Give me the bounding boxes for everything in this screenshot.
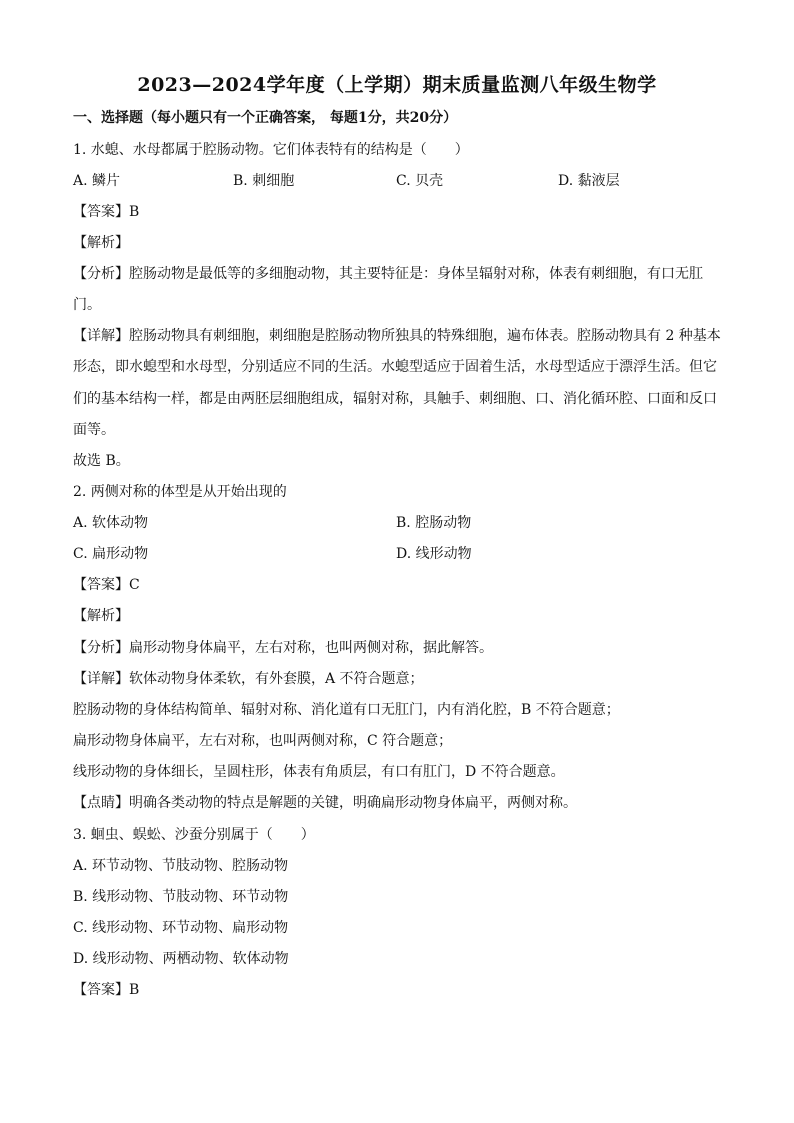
q1-analysis-line: 门。 bbox=[73, 297, 101, 313]
q2-option-c: C. 扁形动物 bbox=[73, 546, 149, 562]
q2-detail-line: 【详解】软体动物身体柔软，有外套膜，A 不符合题意； bbox=[73, 671, 424, 687]
q1-option-a: A. 鳞片 bbox=[73, 173, 121, 189]
q2-comment: 【点睛】明确各类动物的特点是解题的关键，明确扁形动物身体扁平，两侧对称。 bbox=[73, 795, 577, 811]
q1-answer: 【答案】B bbox=[73, 204, 140, 220]
q1-detail-line: 形态，即水螅型和水母型，分别适应不同的生活。水螅型适应于固着生活，水母型适应于漂浮生活。但它 bbox=[73, 359, 717, 375]
page-title: 2023—2024学年度（上学期）期末质量监测八年级生物学 bbox=[137, 74, 657, 96]
q2-detail-line: 扁形动物身体扁平，左右对称，也叫两侧对称，C 符合题意； bbox=[73, 733, 453, 749]
q3-option-b: B. 线形动物、节肢动物、环节动物 bbox=[73, 889, 289, 905]
q1-conclusion: 故选 B。 bbox=[73, 453, 130, 469]
q3-option-a: A. 环节动物、节肢动物、腔肠动物 bbox=[73, 858, 289, 874]
q1-detail-line: 面等。 bbox=[73, 422, 115, 438]
q1-analysis-title: 【解析】 bbox=[73, 235, 129, 251]
q2-option-d: D. 线形动物 bbox=[396, 546, 472, 562]
q1-detail-line: 们的基本结构一样，都是由两胚层细胞组成，辐射对称，具触手、刺细胞、口、消化循环腔、口面和反口 bbox=[73, 391, 717, 407]
q1-option-c: C. 贝壳 bbox=[396, 173, 444, 189]
q3-option-d: D. 线形动物、两栖动物、软体动物 bbox=[73, 951, 289, 967]
q2-detail-line: 腔肠动物的身体结构简单、辐射对称、消化道有口无肛门，内有消化腔，B 不符合题意； bbox=[73, 702, 620, 718]
q2-option-b: B. 腔肠动物 bbox=[396, 515, 472, 531]
q2-detail-line: 线形动物的身体细长，呈圆柱形，体表有角质层，有口有肛门，D 不符合题意。 bbox=[73, 764, 565, 780]
q2-analysis-line: 【分析】扁形动物身体扁平，左右对称，也叫两侧对称，据此解答。 bbox=[73, 640, 493, 656]
q3-answer: 【答案】B bbox=[73, 982, 140, 998]
section-heading: 一、选择题（每小题只有一个正确答案， 每题1分，共20分） bbox=[73, 110, 458, 126]
q1-analysis-line: 【分析】腔肠动物是最低等的多细胞动物，其主要特征是：身体呈辐射对称，体表有刺细胞，有口无肛 bbox=[73, 266, 703, 282]
q1-detail-line: 【详解】腔肠动物具有刺细胞，刺细胞是腔肠动物所独具的特殊细胞，遍布体表。腔肠动物具有 2 种基本 bbox=[73, 328, 721, 344]
question-2-stem: 2. 两侧对称的体型是从开始出现的 bbox=[73, 484, 287, 500]
q3-option-c: C. 线形动物、环节动物、扁形动物 bbox=[73, 920, 289, 936]
question-1-stem: 1. 水螅、水母都属于腔肠动物。它们体表特有的结构是（ ） bbox=[73, 142, 469, 158]
q2-answer: 【答案】C bbox=[73, 577, 140, 593]
question-3-stem: 3. 蛔虫、蜈蚣、沙蚕分别属于（ ） bbox=[73, 827, 315, 843]
q1-option-b: B. 刺细胞 bbox=[233, 173, 295, 189]
q2-option-a: A. 软体动物 bbox=[73, 515, 149, 531]
q1-option-d: D. 黏液层 bbox=[558, 173, 620, 189]
q2-analysis-title: 【解析】 bbox=[73, 608, 129, 624]
